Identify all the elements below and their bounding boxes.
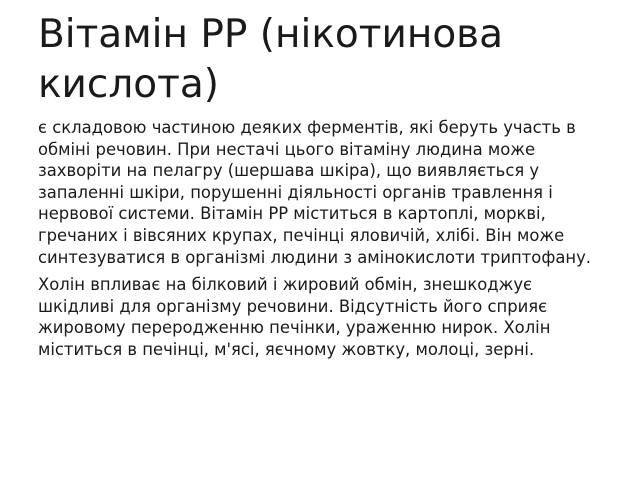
slide-title: Вітамін РР (нікотинова кислота) xyxy=(38,12,504,107)
body-paragraph-vitamin-pp: є складовою частиною деяких ферментів, які беруть участь в обміні речовин. При нестачі цього вітаміну людина може захворіти на пелагру (шершава шкіра), що виявляється у запаленні шкіри, порушенні діяльності органів травлення і нервової системи. Вітамін РР міститься в картоплі, моркві, гречаних і вівсяних крупах, печінці яловичій, хлібі. Він може синтезуватися в організмі людини з амінокислоти триптофану. xyxy=(38,118,592,267)
body-paragraph-choline: Холін впливає на білковий і жировий обмін, знешкоджує шкідливі для організму речовини. Відсутність його сприяє жировому переродженню печінки, ураженню нирок. Холін міститься в печінці, м'ясі, яєчному жовтку, молоці, зерні. xyxy=(38,275,551,359)
slide-body xyxy=(38,117,603,367)
